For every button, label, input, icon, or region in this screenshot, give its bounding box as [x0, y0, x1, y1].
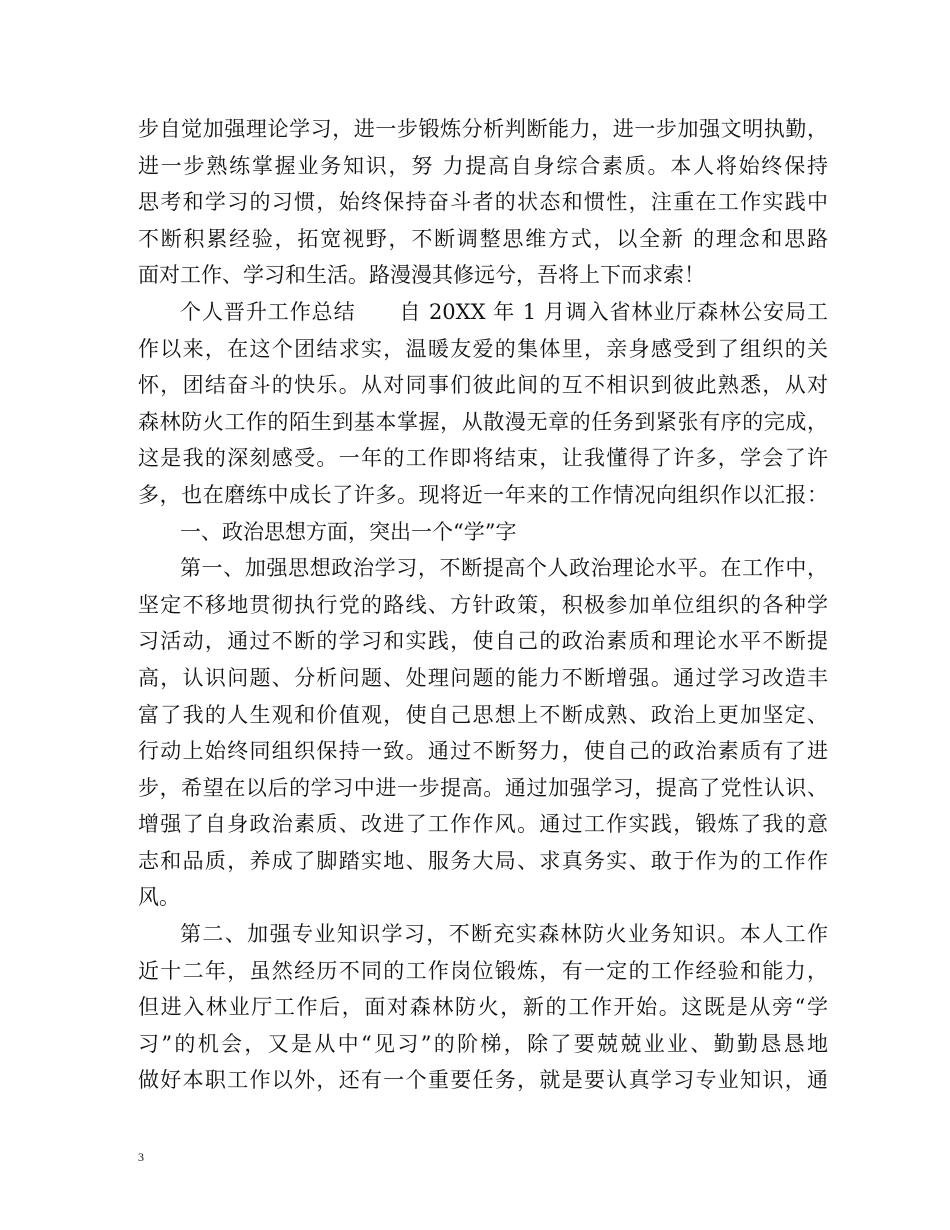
- text-line: 高，认识问题、分析问题、处理问题的能力不断增强。通过学习改造丰: [138, 665, 828, 690]
- text-line: 步，希望在以后的学习中进一步提高。通过加强学习，提高了党性认识、: [138, 775, 828, 800]
- text-line: 增强了自身政治素质、改进了工作作风。通过工作实践，锻炼了我的意: [138, 812, 828, 837]
- text-line: 第一、加强思想政治学习，不断提高个人政治理论水平。在工作中，: [180, 556, 828, 581]
- text-line: 志和品质，养成了脚踏实地、服务大局、求真务实、敢于作为的工作作: [138, 848, 828, 873]
- text-line: 怀，团结奋斗的快乐。从对同事们彼此间的互不相识到彼此熟悉，从对: [138, 373, 828, 398]
- text-line: 近十二年，虽然经历不同的工作岗位锻炼，有一定的工作经验和能力，: [138, 958, 828, 983]
- text-line: 多，也在磨练中成长了许多。现将近一年来的工作情况向组织作以汇报：: [138, 482, 828, 507]
- text-line: 个人晋升工作总结 自 20XX 年 1 月调入省林业厅森林公安局工: [180, 299, 828, 324]
- text-line: 面对工作、学习和生活。路漫漫其修远兮，吾将上下而求索！: [138, 263, 705, 288]
- text-line: 作以来，在这个团结求实，温暖友爱的集体里，亲身感受到了组织的关: [138, 336, 828, 361]
- section-heading: 一、政治思想方面，突出一个“学”字: [180, 519, 517, 544]
- text-line: 习”的机会，又是从中“见习”的阶梯，除了要兢兢业业、勤勤恳恳地: [138, 1031, 828, 1056]
- text-line: 不断积累经验，拓宽视野，不断调整思维方式，以全新 的理念和思路: [138, 226, 828, 251]
- text-line: 第二、加强专业知识学习，不断充实森林防火业务知识。本人工作: [180, 922, 828, 947]
- text-line: 进一步熟练掌握业务知识，努 力提高自身综合素质。本人将始终保持: [138, 153, 828, 178]
- text-line: 步自觉加强理论学习，进一步锻炼分析判断能力，进一步加强文明执勤，: [138, 117, 828, 141]
- text-line: 思考和学习的习惯，始终保持奋斗者的状态和惯性，注重在工作实践中: [138, 190, 828, 215]
- text-line: 做好本职工作以外，还有一个重要任务，就是要认真学习专业知识，通: [138, 1068, 828, 1093]
- text-line: 习活动，通过不断的学习和实践，使自己的政治素质和理论水平不断提: [138, 629, 828, 654]
- text-line: 坚定不移地贯彻执行党的路线、方针政策，积极参加单位组织的各种学: [138, 592, 828, 617]
- text-line: 行动上始终同组织保持一致。通过不断努力，使自己的政治素质有了进: [138, 739, 828, 764]
- text-line: 森林防火工作的陌生到基本掌握，从散漫无章的任务到紧张有序的完成，: [138, 409, 828, 434]
- text-line: 富了我的人生观和价值观，使自己思想上不断成熟、政治上更加坚定、: [138, 702, 828, 727]
- text-line: 风。: [138, 885, 180, 910]
- text-line: 这是我的深刻感受。一年的工作即将结束，让我懂得了许多，学会了许: [138, 446, 828, 471]
- page-number: 3: [138, 1150, 144, 1164]
- document-body: [138, 111, 828, 1099]
- text-line: 但进入林业厅工作后，面对森林防火，新的工作开始。这既是从旁“学: [138, 995, 828, 1020]
